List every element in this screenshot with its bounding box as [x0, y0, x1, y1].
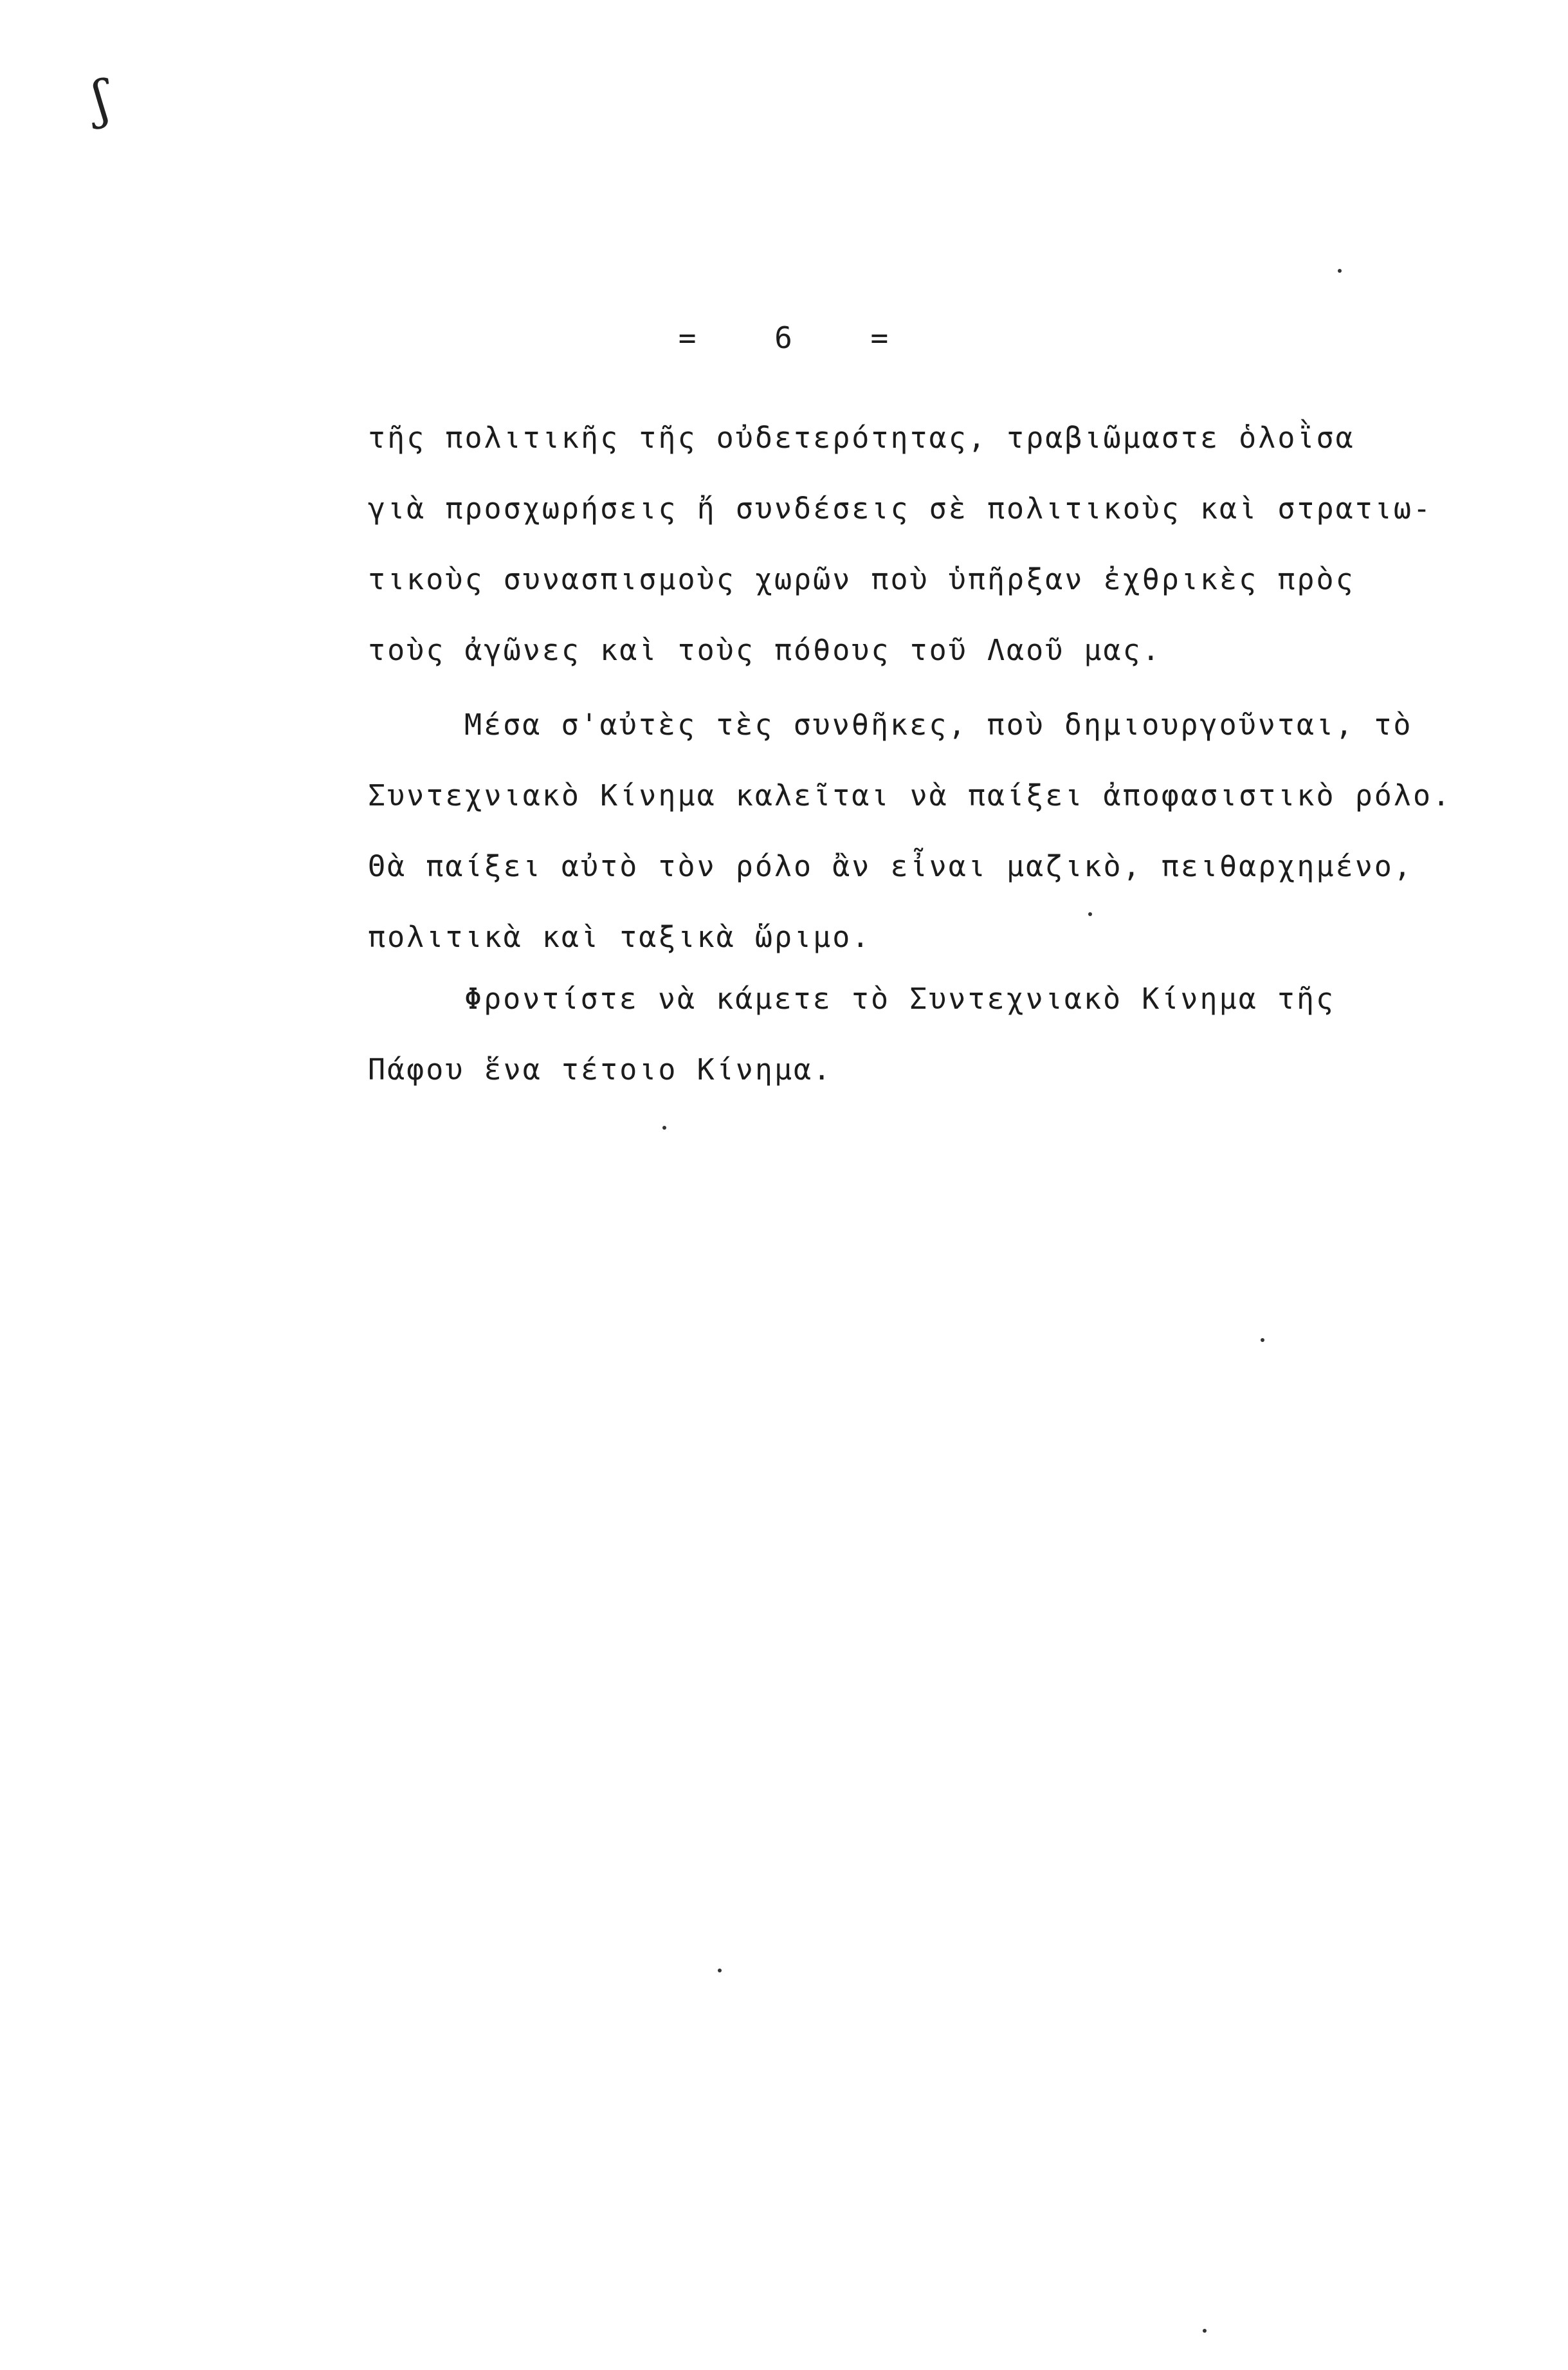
- text-line: γιὰ προσχωρήσεις ἤ συνδέσεις σὲ πολιτικοὺς καὶ στρατιω-: [368, 491, 1433, 526]
- scan-speck: [1261, 1338, 1264, 1342]
- text-line: Μέσα σ'αὐτὲς τὲς συνθῆκες, ποὺ δημιουργοῦνται, τὸ: [464, 708, 1413, 742]
- scan-speck: [1203, 2329, 1207, 2333]
- header-equals-right: =: [870, 320, 890, 355]
- scan-speck: [1088, 912, 1092, 916]
- text-line: Πάφου ἕνα τέτοιο Κίνημα.: [368, 1052, 833, 1087]
- handwritten-mark: ʃ: [89, 68, 113, 131]
- text-line: Συντεχνιακὸ Κίνημα καλεῖται νὰ παίξει ἀποφασιστικὸ ρόλο.: [368, 778, 1452, 813]
- text-line: Φροντίστε νὰ κάμετε τὸ Συντεχνιακὸ Κίνημα τῆς: [464, 982, 1336, 1016]
- header-equals-left: =: [678, 320, 698, 355]
- text-line: τοὺς ἀγῶνες καὶ τοὺς πόθους τοῦ Λαοῦ μας.: [368, 633, 1162, 667]
- text-line: τῆς πολιτικῆς τῆς οὐδετερότητας, τραβιῶμαστε ὁλοῒσα: [368, 421, 1355, 455]
- paragraph-3: [368, 964, 1468, 1105]
- page-number-header: [0, 320, 1568, 355]
- paragraph-1: [368, 403, 1468, 686]
- text-line: Θὰ παίξει αὐτὸ τὸν ρόλο ἂν εἶναι μαζικὸ, πειθαρχημένο,: [368, 849, 1413, 883]
- text-line: πολιτικὰ καὶ ταξικὰ ὥριμο.: [368, 920, 871, 954]
- page-number: 6: [774, 320, 794, 355]
- scan-speck: [718, 1969, 722, 1972]
- text-line: τικοὺς συνασπισμοὺς χωρῶν ποὺ ὑπῆρξαν ἐχθρικὲς πρὸς: [368, 562, 1355, 596]
- scan-speck: [1338, 269, 1342, 273]
- paragraph-2: [368, 690, 1468, 973]
- scan-speck: [662, 1126, 666, 1130]
